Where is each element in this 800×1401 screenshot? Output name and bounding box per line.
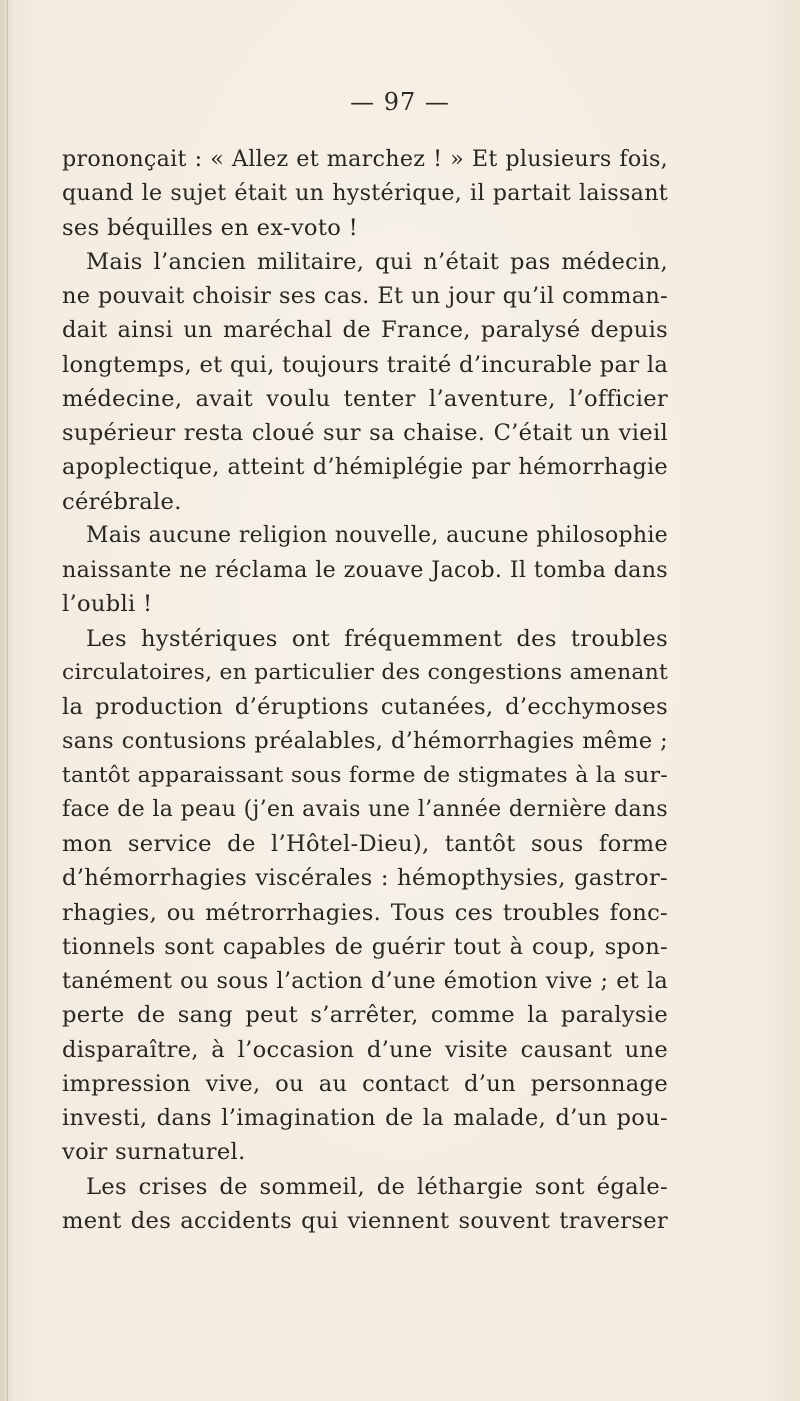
text-line: tanément ou sous l’action d’une émotion vive ; et la xyxy=(62,968,668,994)
text-line: impression vive, ou au contact d’un personnage xyxy=(62,1070,668,1097)
text-line: mon service de l’Hôtel-Dieu), tantôt sous forme xyxy=(62,831,668,857)
text-line: la production d’éruptions cutanées, d’ecchymoses xyxy=(62,694,668,720)
text-line: l’oubli ! xyxy=(62,591,153,618)
text-line: circulatoires, en particulier des congestions amenant xyxy=(62,659,669,685)
text-line: rhagies, ou métrorrhagies. Tous ces troubles fonc- xyxy=(62,899,668,926)
text-line: supérieur resta cloué sur sa chaise. C’était un vieil xyxy=(62,420,668,446)
text-line: perte de sang peut s’arrêter, comme la paralysie xyxy=(62,1002,668,1029)
text-line: quand le sujet était un hystérique, il partait laissant xyxy=(62,180,668,207)
text-line: Les hystériques ont fréquemment des troubles xyxy=(86,625,668,652)
text-line: sans contusions préalables, d’hémorrhagies même ; xyxy=(62,728,668,755)
text-line: Les crises de sommeil, de léthargie sont égale- xyxy=(86,1173,668,1200)
text-line: tantôt apparaissant sous forme de stigmates à la sur- xyxy=(62,762,668,788)
text-line: Mais aucune religion nouvelle, aucune philosophie xyxy=(86,522,668,548)
page-number-header: — 97 — xyxy=(350,88,450,116)
page-edge-shadow xyxy=(7,0,8,1401)
text-line: prononçait : « Allez et marchez ! » Et plusieurs fois, xyxy=(62,146,668,172)
text-line: investi, dans l’imagination de la malade, d’un pou- xyxy=(62,1105,668,1131)
text-line: ses béquilles en ex-voto ! xyxy=(62,214,358,241)
text-line: ment des accidents qui viennent souvent traverser xyxy=(62,1207,668,1234)
text-line: d’hémorrhagies viscérales : hémopthysies, gastror- xyxy=(62,865,668,892)
text-line: médecine, avait voulu tenter l’aventure, l’officier xyxy=(62,385,668,412)
text-line: face de la peau (j’en avais une l’année dernière dans xyxy=(62,796,668,822)
text-line: Mais l’ancien militaire, qui n’était pas médecin, xyxy=(86,248,668,275)
text-line: cérébrale. xyxy=(62,488,182,515)
text-line: longtemps, et qui, toujours traité d’incurable par la xyxy=(62,351,669,378)
body-text xyxy=(62,142,668,1238)
text-line: ne pouvait choisir ses cas. Et un jour qu’il comman- xyxy=(62,283,668,309)
text-line: apoplectique, atteint d’hémiplégie par hémorrhagie xyxy=(62,454,668,481)
text-line: disparaître, à l’occasion d’une visite causant une xyxy=(62,1036,668,1063)
text-line: naissante ne réclama le zouave Jacob. Il tomba dans xyxy=(62,557,668,583)
text-line: tionnels sont capables de guérir tout à coup, spon- xyxy=(62,933,668,960)
text-line: dait ainsi un maréchal de France, paralysé depuis xyxy=(62,317,668,344)
text-line: voir surnaturel. xyxy=(62,1139,246,1166)
